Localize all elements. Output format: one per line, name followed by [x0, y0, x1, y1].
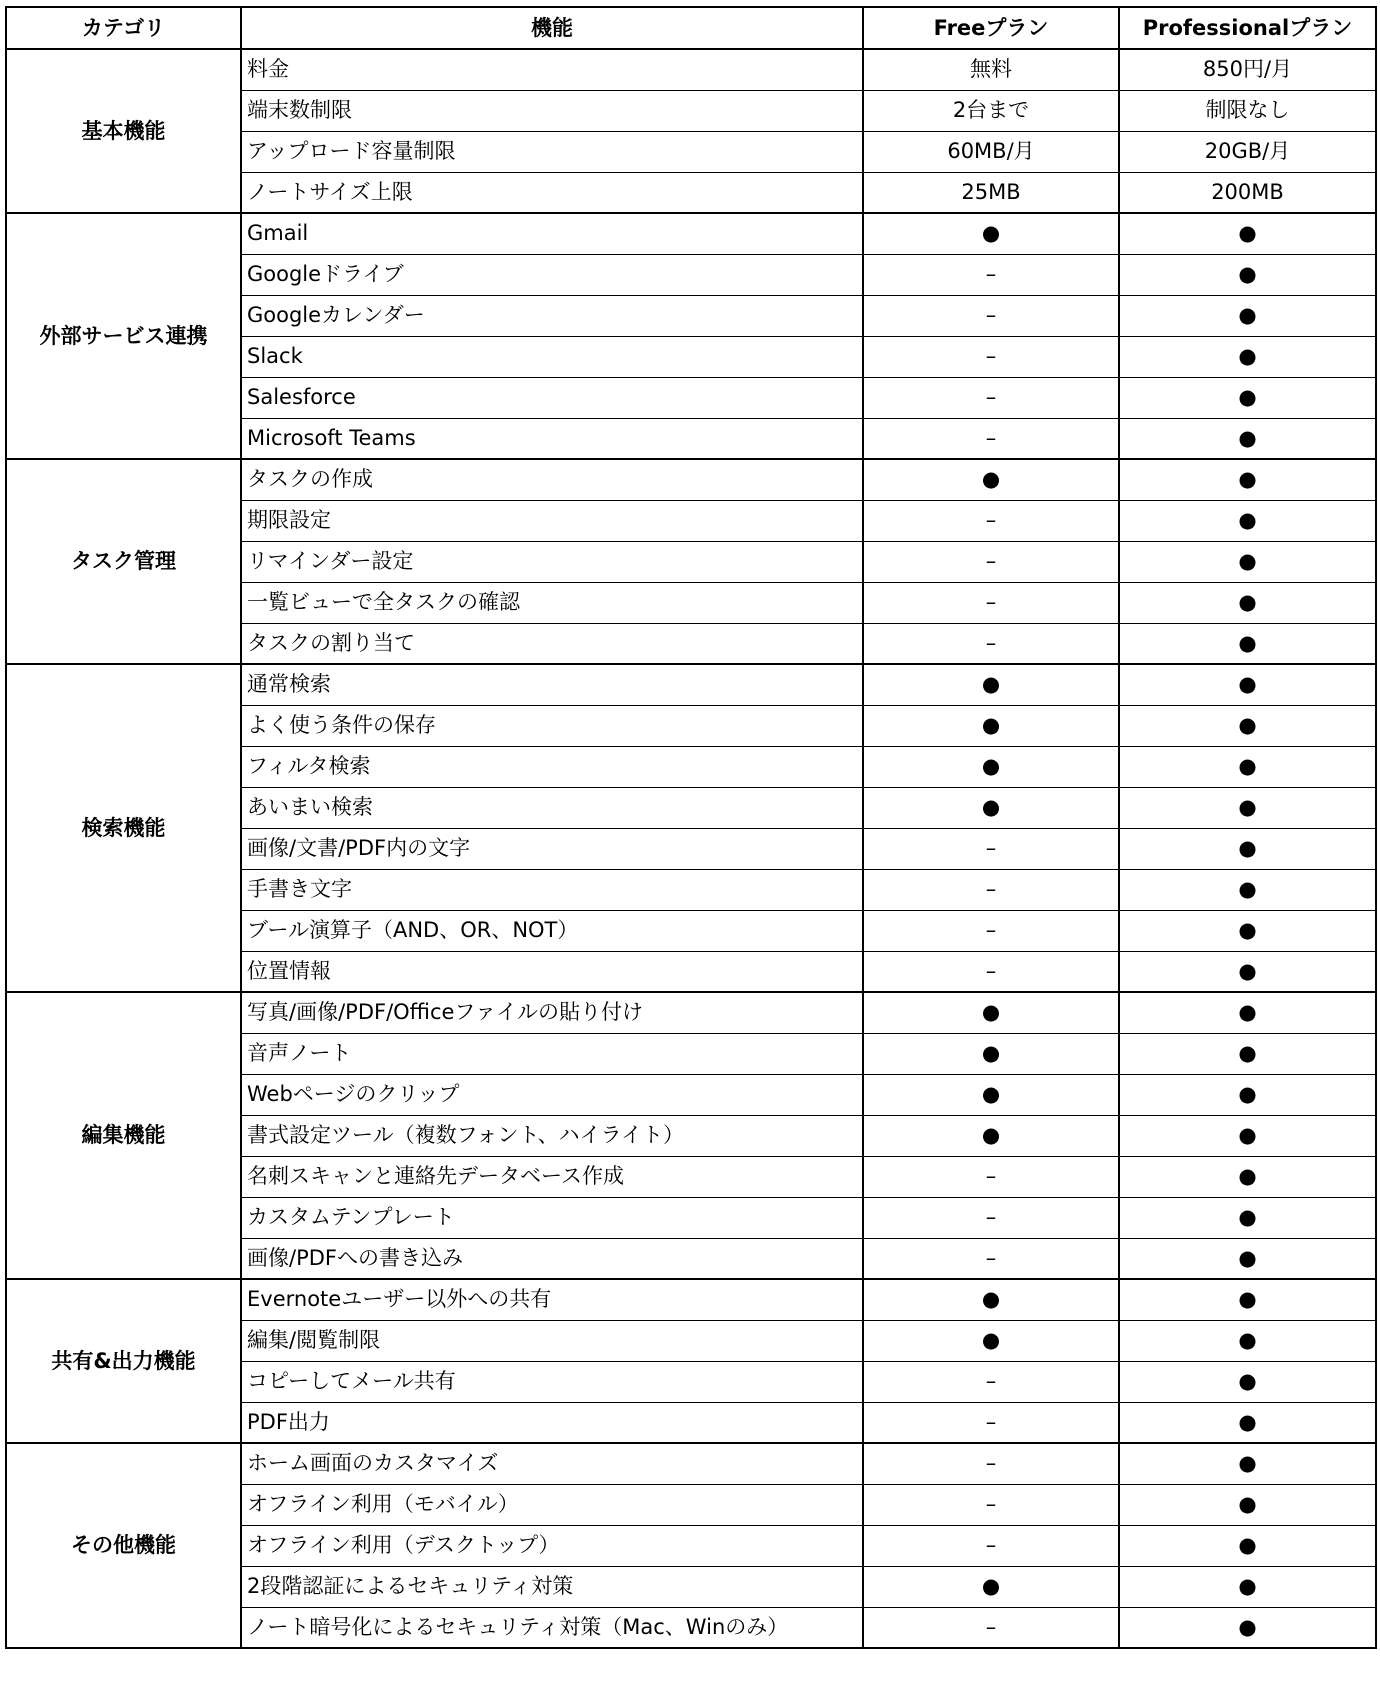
- professional-plan-cell: ●: [1119, 1443, 1376, 1484]
- free-plan-cell: 2台まで: [863, 90, 1119, 131]
- free-plan-cell: ●: [863, 1320, 1119, 1361]
- feature-cell: アップロード容量制限: [241, 131, 863, 172]
- professional-plan-cell: ●: [1119, 582, 1376, 623]
- category-group: [6, 1279, 1376, 1443]
- table-row: [6, 213, 1376, 254]
- professional-plan-cell: 制限なし: [1119, 90, 1376, 131]
- feature-cell: 画像/PDFへの書き込み: [241, 1238, 863, 1279]
- category-cell: 検索機能: [6, 664, 241, 992]
- table-row: [6, 1279, 1376, 1320]
- professional-plan-cell: ●: [1119, 336, 1376, 377]
- feature-cell: 画像/文書/PDF内の文字: [241, 828, 863, 869]
- feature-cell: リマインダー設定: [241, 541, 863, 582]
- table-row: [6, 664, 1376, 705]
- table-row: [6, 49, 1376, 90]
- free-plan-cell: ●: [863, 992, 1119, 1033]
- free-plan-cell: ●: [863, 746, 1119, 787]
- professional-plan-cell: ●: [1119, 869, 1376, 910]
- professional-plan-cell: ●: [1119, 787, 1376, 828]
- plan-comparison-sheet: [5, 6, 1377, 1649]
- free-plan-cell: –: [863, 377, 1119, 418]
- professional-plan-cell: ●: [1119, 992, 1376, 1033]
- free-plan-cell: ●: [863, 459, 1119, 500]
- free-plan-cell: –: [863, 500, 1119, 541]
- free-plan-cell: 無料: [863, 49, 1119, 90]
- professional-plan-cell: 200MB: [1119, 172, 1376, 213]
- plan-comparison-table: [5, 6, 1377, 1649]
- professional-plan-cell: ●: [1119, 295, 1376, 336]
- professional-plan-cell: ●: [1119, 500, 1376, 541]
- feature-cell: 2段階認証によるセキュリティ対策: [241, 1566, 863, 1607]
- feature-cell: 位置情報: [241, 951, 863, 992]
- professional-plan-cell: ●: [1119, 1074, 1376, 1115]
- free-plan-cell: ●: [863, 1074, 1119, 1115]
- header-feature: 機能: [241, 7, 863, 49]
- header-category: カテゴリ: [6, 7, 241, 49]
- feature-cell: カスタムテンプレート: [241, 1197, 863, 1238]
- professional-plan-cell: ●: [1119, 1566, 1376, 1607]
- professional-plan-cell: ●: [1119, 705, 1376, 746]
- category-cell: タスク管理: [6, 459, 241, 664]
- professional-plan-cell: ●: [1119, 459, 1376, 500]
- free-plan-cell: 25MB: [863, 172, 1119, 213]
- feature-cell: 一覧ビューで全タスクの確認: [241, 582, 863, 623]
- free-plan-cell: –: [863, 869, 1119, 910]
- professional-plan-cell: ●: [1119, 1320, 1376, 1361]
- feature-cell: PDF出力: [241, 1402, 863, 1443]
- feature-cell: 料金: [241, 49, 863, 90]
- table-header: [6, 7, 1376, 49]
- header-row: [6, 7, 1376, 49]
- professional-plan-cell: ●: [1119, 664, 1376, 705]
- feature-cell: フィルタ検索: [241, 746, 863, 787]
- feature-cell: Googleカレンダー: [241, 295, 863, 336]
- free-plan-cell: –: [863, 336, 1119, 377]
- free-plan-cell: –: [863, 254, 1119, 295]
- category-cell: 基本機能: [6, 49, 241, 213]
- feature-cell: あいまい検索: [241, 787, 863, 828]
- feature-cell: Gmail: [241, 213, 863, 254]
- feature-cell: タスクの割り当て: [241, 623, 863, 664]
- free-plan-cell: –: [863, 582, 1119, 623]
- feature-cell: 通常検索: [241, 664, 863, 705]
- feature-cell: ホーム画面のカスタマイズ: [241, 1443, 863, 1484]
- feature-cell: 期限設定: [241, 500, 863, 541]
- category-cell: 編集機能: [6, 992, 241, 1279]
- feature-cell: Slack: [241, 336, 863, 377]
- feature-cell: Googleドライブ: [241, 254, 863, 295]
- free-plan-cell: 60MB/月: [863, 131, 1119, 172]
- free-plan-cell: ●: [863, 705, 1119, 746]
- professional-plan-cell: ●: [1119, 1033, 1376, 1074]
- feature-cell: Microsoft Teams: [241, 418, 863, 459]
- professional-plan-cell: ●: [1119, 951, 1376, 992]
- feature-cell: Salesforce: [241, 377, 863, 418]
- free-plan-cell: –: [863, 418, 1119, 459]
- free-plan-cell: –: [863, 1443, 1119, 1484]
- professional-plan-cell: ●: [1119, 828, 1376, 869]
- feature-cell: 手書き文字: [241, 869, 863, 910]
- professional-plan-cell: ●: [1119, 1238, 1376, 1279]
- feature-cell: オフライン利用（モバイル）: [241, 1484, 863, 1525]
- category-group: [6, 459, 1376, 664]
- professional-plan-cell: ●: [1119, 1361, 1376, 1402]
- free-plan-cell: –: [863, 1156, 1119, 1197]
- feature-cell: ブール演算子（AND、OR、NOT）: [241, 910, 863, 951]
- category-cell: その他機能: [6, 1443, 241, 1648]
- professional-plan-cell: ●: [1119, 254, 1376, 295]
- professional-plan-cell: ●: [1119, 418, 1376, 459]
- category-cell: 共有&出力機能: [6, 1279, 241, 1443]
- free-plan-cell: –: [863, 541, 1119, 582]
- feature-cell: ノートサイズ上限: [241, 172, 863, 213]
- feature-cell: よく使う条件の保存: [241, 705, 863, 746]
- professional-plan-cell: ●: [1119, 910, 1376, 951]
- feature-cell: ノート暗号化によるセキュリティ対策（Mac、Winのみ）: [241, 1607, 863, 1648]
- free-plan-cell: ●: [863, 1115, 1119, 1156]
- professional-plan-cell: ●: [1119, 213, 1376, 254]
- professional-plan-cell: ●: [1119, 1115, 1376, 1156]
- free-plan-cell: –: [863, 1197, 1119, 1238]
- free-plan-cell: –: [863, 1402, 1119, 1443]
- free-plan-cell: ●: [863, 787, 1119, 828]
- feature-cell: 音声ノート: [241, 1033, 863, 1074]
- professional-plan-cell: ●: [1119, 377, 1376, 418]
- free-plan-cell: –: [863, 1238, 1119, 1279]
- header-free-plan: Freeプラン: [863, 7, 1119, 49]
- feature-cell: オフライン利用（デスクトップ）: [241, 1525, 863, 1566]
- free-plan-cell: –: [863, 1484, 1119, 1525]
- professional-plan-cell: ●: [1119, 1402, 1376, 1443]
- feature-cell: 端末数制限: [241, 90, 863, 131]
- professional-plan-cell: ●: [1119, 1525, 1376, 1566]
- header-professional-plan: Professionalプラン: [1119, 7, 1376, 49]
- free-plan-cell: –: [863, 295, 1119, 336]
- professional-plan-cell: ●: [1119, 623, 1376, 664]
- feature-cell: Webページのクリップ: [241, 1074, 863, 1115]
- professional-plan-cell: ●: [1119, 1156, 1376, 1197]
- feature-cell: Evernoteユーザー以外への共有: [241, 1279, 863, 1320]
- free-plan-cell: –: [863, 951, 1119, 992]
- professional-plan-cell: ●: [1119, 1484, 1376, 1525]
- professional-plan-cell: 850円/月: [1119, 49, 1376, 90]
- category-cell: 外部サービス連携: [6, 213, 241, 459]
- feature-cell: コピーしてメール共有: [241, 1361, 863, 1402]
- free-plan-cell: ●: [863, 1566, 1119, 1607]
- table-row: [6, 459, 1376, 500]
- free-plan-cell: ●: [863, 1033, 1119, 1074]
- free-plan-cell: ●: [863, 1279, 1119, 1320]
- free-plan-cell: ●: [863, 664, 1119, 705]
- table-row: [6, 1443, 1376, 1484]
- professional-plan-cell: ●: [1119, 541, 1376, 582]
- category-group: [6, 213, 1376, 459]
- category-group: [6, 49, 1376, 213]
- category-group: [6, 664, 1376, 992]
- feature-cell: タスクの作成: [241, 459, 863, 500]
- free-plan-cell: –: [863, 828, 1119, 869]
- free-plan-cell: –: [863, 1525, 1119, 1566]
- professional-plan-cell: ●: [1119, 746, 1376, 787]
- category-group: [6, 1443, 1376, 1648]
- feature-cell: 書式設定ツール（複数フォント、ハイライト）: [241, 1115, 863, 1156]
- professional-plan-cell: ●: [1119, 1279, 1376, 1320]
- feature-cell: 編集/閲覧制限: [241, 1320, 863, 1361]
- free-plan-cell: –: [863, 1607, 1119, 1648]
- professional-plan-cell: ●: [1119, 1607, 1376, 1648]
- feature-cell: 名刺スキャンと連絡先データベース作成: [241, 1156, 863, 1197]
- free-plan-cell: ●: [863, 213, 1119, 254]
- feature-cell: 写真/画像/PDF/Officeファイルの貼り付け: [241, 992, 863, 1033]
- table-row: [6, 992, 1376, 1033]
- free-plan-cell: –: [863, 623, 1119, 664]
- free-plan-cell: –: [863, 910, 1119, 951]
- professional-plan-cell: ●: [1119, 1197, 1376, 1238]
- category-group: [6, 992, 1376, 1279]
- free-plan-cell: –: [863, 1361, 1119, 1402]
- professional-plan-cell: 20GB/月: [1119, 131, 1376, 172]
